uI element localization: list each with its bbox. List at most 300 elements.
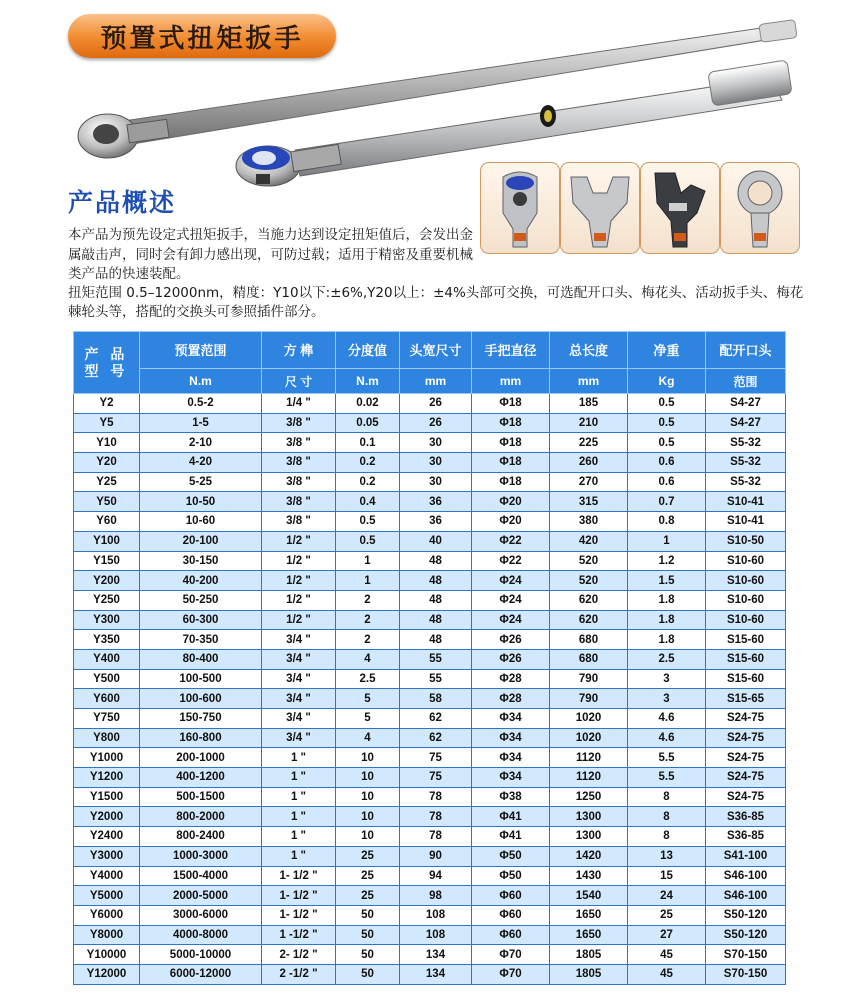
table-cell: Φ18 [472,453,550,473]
table-cell: 8 [628,807,706,827]
table-cell: 30-150 [140,551,262,571]
table-cell: 48 [400,630,472,650]
table-cell: 75 [400,768,472,788]
table-cell: 55 [400,669,472,689]
table-cell: 70-350 [140,630,262,650]
col-graduation: 分度值 [336,332,400,369]
table-cell: S10-60 [706,590,786,610]
table-cell: 0.1 [336,433,400,453]
unit-graduation: N.m [336,369,400,394]
table-cell: 3 [628,689,706,709]
overview-heading: 产品概述 [68,188,177,217]
table-row [74,492,786,512]
table-cell: Φ28 [472,689,550,709]
table-cell: Φ24 [472,571,550,591]
adjustable-head-icon [640,162,720,254]
table-cell: 50 [336,945,400,965]
table-cell: S50-120 [706,905,786,925]
table-cell: 4 [336,728,400,748]
spec-table [73,331,786,985]
table-cell: 48 [400,571,472,591]
table-cell: 3/4 " [262,689,336,709]
table-cell: 3/4 " [262,709,336,729]
table-cell: 1- 1/2 " [262,886,336,906]
table-cell: S15-60 [706,630,786,650]
table-cell: S70-150 [706,964,786,984]
table-cell: 400-1200 [140,768,262,788]
table-cell: 1.8 [628,610,706,630]
table-row [74,669,786,689]
table-cell: 62 [400,728,472,748]
table-cell: 1/2 " [262,610,336,630]
table-cell: 80-400 [140,649,262,669]
table-cell: 1 " [262,807,336,827]
table-cell: 225 [550,433,628,453]
table-cell: 315 [550,492,628,512]
table-cell: 3000-6000 [140,905,262,925]
table-cell: 10 [336,807,400,827]
ring-head-icon [720,162,800,254]
table-cell: 48 [400,590,472,610]
table-cell: 1420 [550,846,628,866]
table-cell: 0.5 [628,433,706,453]
table-cell: 1- 1/2 " [262,905,336,925]
table-cell: 36 [400,492,472,512]
table-cell: Φ18 [472,433,550,453]
table-row [74,768,786,788]
table-cell: 3/8 " [262,472,336,492]
table-cell: Φ24 [472,590,550,610]
table-cell: Φ70 [472,945,550,965]
unit-square-drive: 尺 寸 [262,369,336,394]
table-cell: 48 [400,610,472,630]
unit-length: mm [550,369,628,394]
table-row [74,925,786,945]
table-cell: 8 [628,827,706,847]
table-cell: 5.5 [628,768,706,788]
table-cell: S5-32 [706,472,786,492]
table-cell: Y1500 [74,787,140,807]
table-cell: 4000-8000 [140,925,262,945]
table-cell: 1430 [550,866,628,886]
table-cell: 1300 [550,807,628,827]
table-cell: S36-85 [706,827,786,847]
col-length: 总长度 [550,332,628,369]
table-cell: 3/8 " [262,413,336,433]
table-cell: 1540 [550,886,628,906]
table-cell: Y350 [74,630,140,650]
table-cell: 1.5 [628,571,706,591]
table-row [74,531,786,551]
table-cell: 1 -1/2 " [262,925,336,945]
table-cell: 1 " [262,827,336,847]
table-cell: Φ24 [472,610,550,630]
table-cell: 2 [336,590,400,610]
table-cell: 1/4 " [262,394,336,414]
table-cell: 10 [336,787,400,807]
table-cell: 4 [336,649,400,669]
table-cell: 1/2 " [262,531,336,551]
table-cell: 270 [550,472,628,492]
col-weight: 净重 [628,332,706,369]
table-cell: 1 [628,531,706,551]
table-row [74,866,786,886]
table-cell: 90 [400,846,472,866]
table-cell: Y400 [74,649,140,669]
table-cell: 620 [550,590,628,610]
table-cell: Φ28 [472,669,550,689]
table-row [74,945,786,965]
table-cell: 1 [336,551,400,571]
table-cell: 100-600 [140,689,262,709]
table-cell: 94 [400,866,472,886]
table-cell: 1000-3000 [140,846,262,866]
table-cell: 150-750 [140,709,262,729]
table-cell: 1650 [550,925,628,945]
header-row [74,332,786,369]
table-cell: 1 " [262,748,336,768]
col-head-width: 头宽尺寸 [400,332,472,369]
table-cell: 520 [550,571,628,591]
table-cell: 30 [400,433,472,453]
table-cell: 0.05 [336,413,400,433]
table-cell: 1/2 " [262,551,336,571]
table-cell: 160-800 [140,728,262,748]
table-cell: Y5000 [74,886,140,906]
table-cell: Φ60 [472,886,550,906]
table-cell: 30 [400,472,472,492]
table-cell: 3/4 " [262,728,336,748]
table-cell: 3/4 " [262,669,336,689]
unit-head-width: mm [400,369,472,394]
table-cell: 1120 [550,768,628,788]
table-cell: S10-60 [706,551,786,571]
table-cell: 40 [400,531,472,551]
unit-row [74,369,786,394]
table-cell: 680 [550,649,628,669]
table-cell: 50 [336,925,400,945]
table-cell: 36 [400,512,472,532]
table-cell: 2.5 [336,669,400,689]
table-cell: 20-100 [140,531,262,551]
table-cell: 26 [400,394,472,414]
table-cell: Φ34 [472,709,550,729]
table-cell: 10 [336,768,400,788]
table-cell: 210 [550,413,628,433]
table-cell: 1500-4000 [140,866,262,886]
table-cell: 5000-10000 [140,945,262,965]
table-cell: 15 [628,866,706,886]
table-cell: 185 [550,394,628,414]
table-cell: S10-50 [706,531,786,551]
table-cell: 0.5 [336,531,400,551]
table-cell: Φ18 [472,394,550,414]
table-cell: Φ34 [472,728,550,748]
table-cell: Y12000 [74,964,140,984]
table-cell: 1805 [550,945,628,965]
overview-description: 本产品为预先设定式扭矩扳手，当施力达到设定扭矩值后，会发出金属敲击声，同时会有卸力感出现，可防过载；适用于精密及重要机械类产品的快速装配。 [68,227,473,282]
table-cell: 108 [400,905,472,925]
table-cell: Φ20 [472,492,550,512]
table-cell: 48 [400,551,472,571]
table-cell: S24-75 [706,787,786,807]
table-cell: Φ20 [472,512,550,532]
table-cell: 3/8 " [262,453,336,473]
table-cell: 1650 [550,905,628,925]
table-cell: S70-150 [706,945,786,965]
table-cell: 62 [400,709,472,729]
table-cell: S24-75 [706,709,786,729]
interchangeable-heads-gallery [480,162,780,254]
table-row [74,728,786,748]
table-cell: Y500 [74,669,140,689]
table-cell: Φ60 [472,925,550,945]
table-row [74,846,786,866]
table-cell: S15-60 [706,669,786,689]
table-cell: 1300 [550,827,628,847]
table-cell: 3/8 " [262,433,336,453]
table-cell: 100-500 [140,669,262,689]
table-cell: 0.5 [336,512,400,532]
table-cell: 78 [400,807,472,827]
unit-weight: Kg [628,369,706,394]
table-cell: S46-100 [706,866,786,886]
table-cell: 25 [336,866,400,886]
table-cell: 4.6 [628,728,706,748]
table-cell: 134 [400,964,472,984]
table-cell: 2-10 [140,433,262,453]
table-cell: 0.4 [336,492,400,512]
col-handle-diameter: 手把直径 [472,332,550,369]
table-row [74,512,786,532]
table-cell: 58 [400,689,472,709]
table-cell: Φ70 [472,964,550,984]
table-cell: Y3000 [74,846,140,866]
table-cell: 0.2 [336,472,400,492]
table-cell: 1 [336,571,400,591]
table-cell: Y150 [74,551,140,571]
table-cell: Φ34 [472,768,550,788]
table-cell: 25 [628,905,706,925]
table-cell: S41-100 [706,846,786,866]
table-cell: 2- 1/2 " [262,945,336,965]
table-cell: 98 [400,886,472,906]
table-cell: Y50 [74,492,140,512]
table-cell: S4-27 [706,394,786,414]
table-cell: 24 [628,886,706,906]
table-cell: Y200 [74,571,140,591]
table-cell: 78 [400,827,472,847]
table-cell: 1120 [550,748,628,768]
table-cell: 2000-5000 [140,886,262,906]
table-cell: 790 [550,669,628,689]
table-cell: S50-120 [706,925,786,945]
table-row [74,787,786,807]
table-cell: 1 " [262,787,336,807]
col-open-head: 配开口头 [706,332,786,369]
table-cell: 45 [628,945,706,965]
table-cell: 1-5 [140,413,262,433]
table-row [74,413,786,433]
table-cell: S24-75 [706,728,786,748]
table-cell: 10-60 [140,512,262,532]
table-cell: 1 " [262,768,336,788]
table-cell: Y750 [74,709,140,729]
table-row [74,649,786,669]
table-cell: 500-1500 [140,787,262,807]
col-model: 产 品 型 号 [74,332,140,394]
table-cell: Φ26 [472,630,550,650]
table-cell: 5 [336,709,400,729]
table-cell: Y2000 [74,807,140,827]
table-cell: Φ41 [472,807,550,827]
table-cell: Y5 [74,413,140,433]
spec-table-body [74,394,786,985]
table-cell: 2 -1/2 " [262,964,336,984]
table-cell: Y6000 [74,905,140,925]
table-cell: Φ22 [472,531,550,551]
table-cell: 0.02 [336,394,400,414]
table-cell: S46-100 [706,886,786,906]
table-cell: 2.5 [628,649,706,669]
unit-range: N.m [140,369,262,394]
table-cell: Y100 [74,531,140,551]
table-row [74,472,786,492]
table-cell: 0.7 [628,492,706,512]
table-cell: 200-1000 [140,748,262,768]
table-cell: Y8000 [74,925,140,945]
table-cell: 10-50 [140,492,262,512]
table-cell: Y1200 [74,768,140,788]
table-cell: Φ18 [472,413,550,433]
table-cell: Φ38 [472,787,550,807]
table-cell: 4.6 [628,709,706,729]
table-cell: 3/4 " [262,630,336,650]
table-cell: Y20 [74,453,140,473]
table-cell: S4-27 [706,413,786,433]
table-cell: Y10 [74,433,140,453]
table-cell: 1.8 [628,590,706,610]
table-cell: 55 [400,649,472,669]
table-cell: S15-65 [706,689,786,709]
table-cell: 30 [400,453,472,473]
table-cell: Y10000 [74,945,140,965]
table-row [74,394,786,414]
table-cell: Y25 [74,472,140,492]
table-cell: 1020 [550,709,628,729]
overview-specs: 扭矩范围 0.5–12000nm，精度：Y10以下:±6%,Y20以上：±4%头部可交换，可选配开口头、梅花头、活动扳手头、梅花棘轮头等，搭配的交换头可参照插件部分。 [68,285,804,320]
table-cell: 60-300 [140,610,262,630]
table-cell: Y1000 [74,748,140,768]
table-cell: 40-200 [140,571,262,591]
table-row [74,964,786,984]
table-cell: S10-41 [706,512,786,532]
table-cell: 75 [400,748,472,768]
col-range: 预置范围 [140,332,262,369]
table-cell: 800-2400 [140,827,262,847]
table-cell: 1 " [262,846,336,866]
table-cell: 13 [628,846,706,866]
table-cell: 25 [336,886,400,906]
unit-handle-diameter: mm [472,369,550,394]
table-cell: S36-85 [706,807,786,827]
table-cell: 3/8 " [262,492,336,512]
table-cell: Y2 [74,394,140,414]
table-cell: 3 [628,669,706,689]
table-row [74,610,786,630]
table-row [74,827,786,847]
table-cell: 0.2 [336,453,400,473]
table-cell: 420 [550,531,628,551]
table-cell: S5-32 [706,433,786,453]
table-cell: S24-75 [706,768,786,788]
table-cell: 45 [628,964,706,984]
table-cell: Φ50 [472,846,550,866]
table-cell: 2 [336,630,400,650]
table-cell: 1/2 " [262,590,336,610]
table-cell: 10 [336,748,400,768]
table-cell: 260 [550,453,628,473]
table-cell: Y600 [74,689,140,709]
table-cell: S15-60 [706,649,786,669]
table-row [74,748,786,768]
table-row [74,689,786,709]
table-cell: Y4000 [74,866,140,886]
table-cell: 1250 [550,787,628,807]
table-row [74,709,786,729]
table-cell: 108 [400,925,472,945]
table-cell: 520 [550,551,628,571]
table-row [74,571,786,591]
table-cell: 25 [336,846,400,866]
table-cell: 5.5 [628,748,706,768]
table-cell: 1.2 [628,551,706,571]
table-cell: Y250 [74,590,140,610]
table-cell: S24-75 [706,748,786,768]
table-cell: 800-2000 [140,807,262,827]
table-cell: Y60 [74,512,140,532]
table-cell: 2 [336,610,400,630]
table-row [74,630,786,650]
unit-open-head: 范围 [706,369,786,394]
table-cell: 50 [336,905,400,925]
table-cell: S10-60 [706,571,786,591]
table-cell: 134 [400,945,472,965]
table-cell: 0.6 [628,472,706,492]
table-cell: 3/4 " [262,649,336,669]
table-cell: 1805 [550,964,628,984]
table-cell: 0.8 [628,512,706,532]
table-cell: 790 [550,689,628,709]
table-cell: 1020 [550,728,628,748]
table-cell: 0.5 [628,413,706,433]
table-cell: Φ26 [472,649,550,669]
table-cell: S10-60 [706,610,786,630]
table-cell: 0.6 [628,453,706,473]
table-cell: Φ22 [472,551,550,571]
table-cell: Φ41 [472,827,550,847]
table-cell: 0.5 [628,394,706,414]
table-cell: S5-32 [706,453,786,473]
table-row [74,590,786,610]
table-cell: 78 [400,787,472,807]
ratchet-head-icon [480,162,560,254]
table-row [74,905,786,925]
table-cell: 620 [550,610,628,630]
table-cell: Y300 [74,610,140,630]
table-row [74,807,786,827]
table-cell: 380 [550,512,628,532]
